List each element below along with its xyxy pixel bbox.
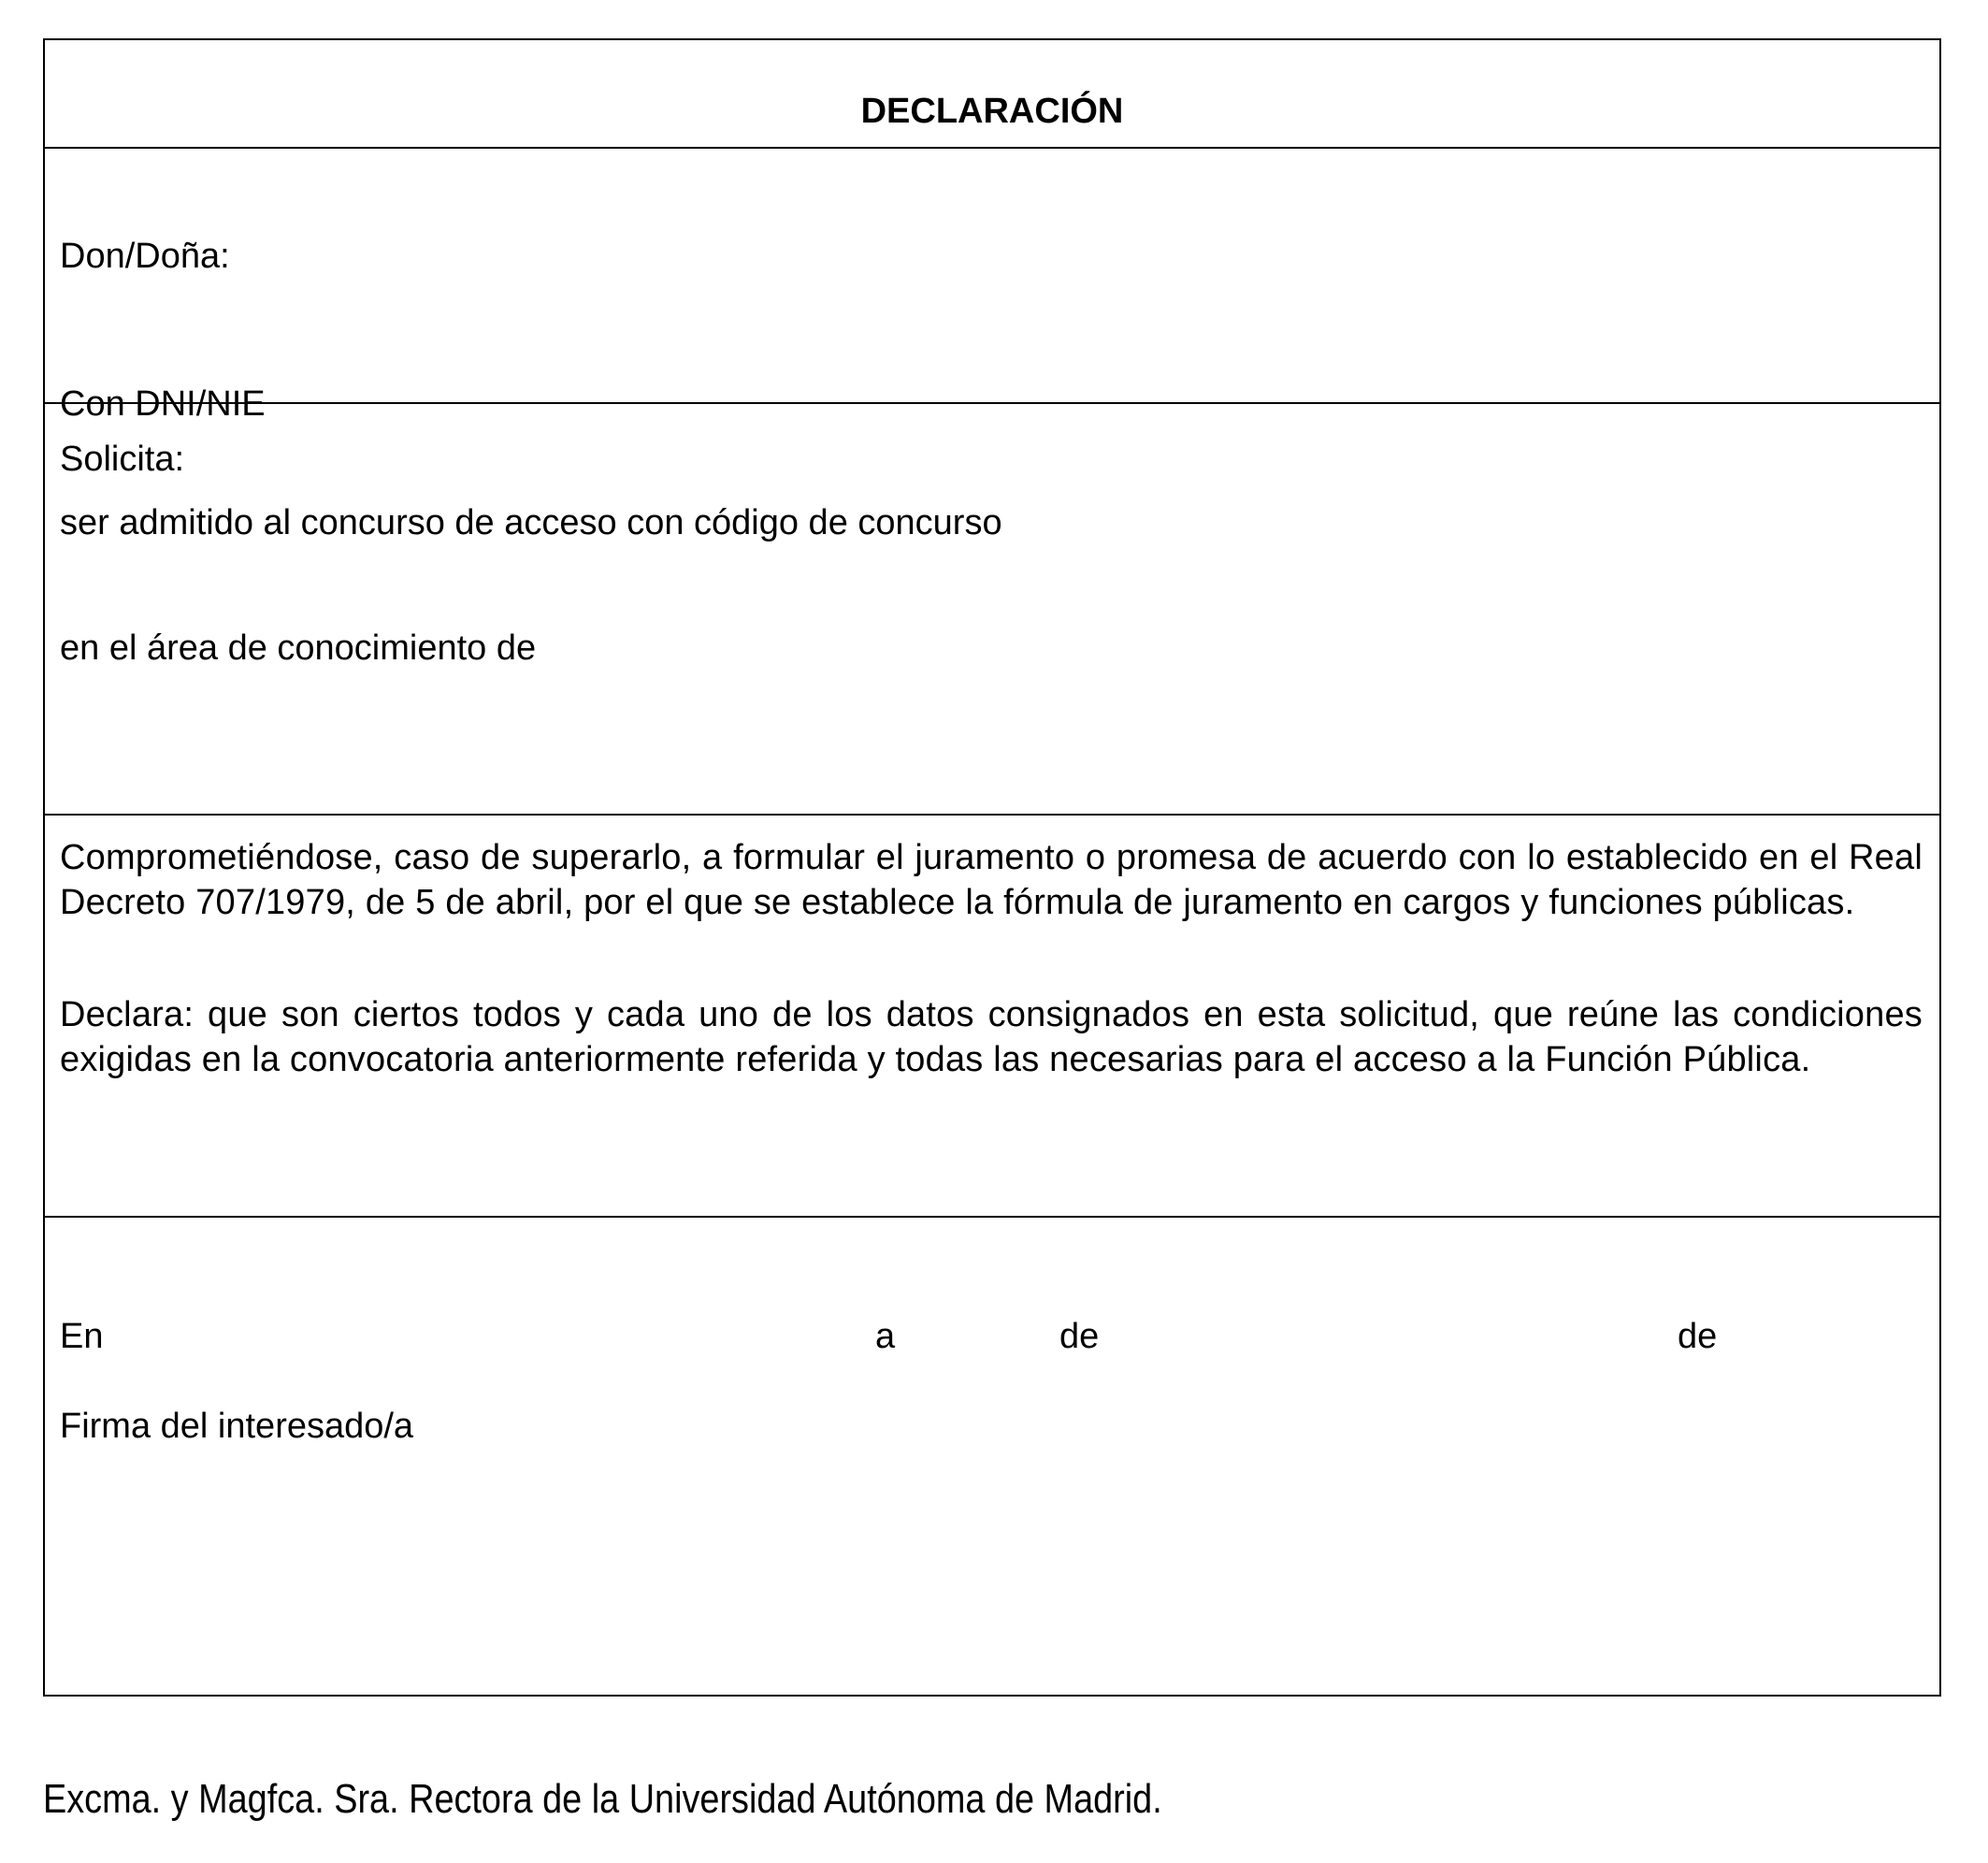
declaration-form bbox=[43, 38, 1941, 1697]
knowledge-area-label: en el área de conocimiento de bbox=[60, 628, 537, 668]
request-label: Solicita: bbox=[60, 440, 185, 479]
place-label: En bbox=[60, 1317, 104, 1356]
statement-paragraph: Declara: que son ciertos todos y cada uno de los datos consignados en esta solicitud, que reúne las condiciones exigidas en la convocatoria anteriormente referida y todas las necesarias para el acceso a la Función Pública. bbox=[60, 995, 1923, 1079]
addressee-line: Excma. y Magfca. Sra. Rectora de la Universidad Autónoma de Madrid. bbox=[43, 1776, 1162, 1822]
title-section bbox=[45, 40, 1939, 149]
contest-code-label: ser admitido al concurso de acceso con código de concurso bbox=[60, 503, 1002, 542]
signature-section bbox=[45, 1218, 1939, 1695]
person-section bbox=[45, 149, 1939, 424]
commitment-paragraph: Comprometiéndose, caso de superarlo, a formular el juramento o promesa de acuerdo con lo establecido en el Real Decreto 707/1979, de 5 de abril, por el que se establece la fórmula de juramento en cargos y funciones públicas. bbox=[60, 838, 1923, 922]
day-label: a bbox=[875, 1317, 896, 1356]
id-label: Con DNI/NIE bbox=[60, 384, 266, 424]
form-title: DECLARACIÓN bbox=[860, 92, 1124, 131]
name-label: Don/Doña: bbox=[60, 237, 230, 276]
declaration-section bbox=[45, 816, 1939, 1218]
request-section bbox=[45, 404, 1939, 816]
month-label: de bbox=[1059, 1317, 1100, 1356]
signature-label: Firma del interesado/a bbox=[60, 1407, 414, 1446]
year-label: de bbox=[1678, 1317, 1718, 1356]
